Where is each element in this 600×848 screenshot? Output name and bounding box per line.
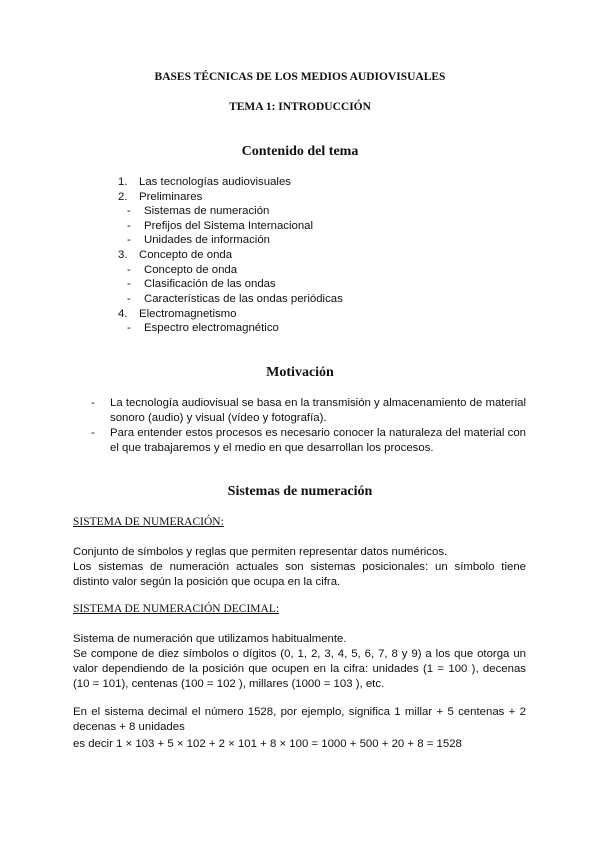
sub-item-dash: -	[127, 205, 131, 217]
sub-item-dash: -	[127, 264, 131, 276]
sub-item: Concepto de onda	[144, 264, 238, 276]
definition-paragraph: Conjunto de símbolos y reglas que permiten representar datos numéricos.	[73, 546, 448, 558]
motivation-heading: Motivación	[266, 365, 334, 380]
motivation-bullet: La tecnología audiovisual se basa en la transmisión y almacenamiento de material sonoro (audio) y visual (vídeo y fotografía).	[110, 397, 526, 424]
bullet-dash: -	[91, 427, 95, 439]
example-formula: es decir 1 × 103 + 5 × 102 + 2 × 101 + 8 × 100 = 1000 + 500 + 20 + 8 = 1528	[73, 738, 462, 750]
decimal-paragraph: Sistema de numeración que utilizamos habitualmente.	[73, 633, 347, 645]
list-item: Electromagnetismo	[139, 308, 237, 320]
course-title: BASES TÉCNICAS DE LOS MEDIOS AUDIOVISUALES	[154, 71, 446, 83]
numeration-heading: Sistemas de numeración	[227, 484, 373, 499]
list-item-number: 4.	[118, 308, 128, 320]
sub-item: Unidades de información	[144, 234, 271, 246]
sub-item-dash: -	[127, 322, 131, 334]
list-item: Preliminares	[139, 191, 203, 203]
definition-label: SISTEMA DE NUMERACIÓN:	[73, 516, 224, 528]
motivation-bullet: Para entender estos procesos es necesario conocer la naturaleza del material con el que trabajaremos y el medio en que desarrollan los procesos.	[110, 427, 526, 454]
sub-item: Prefijos del Sistema Internacional	[144, 220, 314, 232]
sub-item: Sistemas de numeración	[144, 205, 270, 217]
sub-item: Características de las ondas periódicas	[144, 293, 343, 305]
list-item-number: 3.	[118, 249, 128, 261]
decimal-label: SISTEMA DE NUMERACIÓN DECIMAL:	[73, 603, 280, 615]
example-paragraph: En el sistema decimal el número 1528, por ejemplo, significa 1 millar + 5 centenas + 2 decenas + 8 unidades	[73, 706, 526, 733]
unit-title: TEMA 1: INTRODUCCIÓN	[229, 101, 371, 113]
contents-heading: Contenido del tema	[241, 144, 359, 159]
list-item-number: 2.	[118, 191, 128, 203]
sub-item-dash: -	[127, 293, 131, 305]
sub-item-dash: -	[127, 278, 131, 290]
decimal-paragraph: Se compone de diez símbolos o dígitos (0, 1, 2, 3, 4, 5, 6, 7, 8 y 9) a los que otorga un valor dependiendo de la posición que ocupen en la cifra: unidades (1 = 100 ), decenas (10 = 101), centenas (100 = 102 ), millares (1000 = 103 ), etc.	[73, 648, 526, 690]
list-item: Las tecnologías audiovisuales	[139, 176, 291, 188]
list-item: Concepto de onda	[139, 249, 233, 261]
definition-paragraph: Los sistemas de numeración actuales son sistemas posicionales: un símbolo tiene distinto valor según la posición que ocupa en la cifra.	[73, 561, 526, 588]
sub-item-dash: -	[127, 234, 131, 246]
sub-item: Espectro electromagnético	[144, 322, 279, 334]
sub-item: Clasificación de las ondas	[144, 278, 276, 290]
sub-item-dash: -	[127, 220, 131, 232]
list-item-number: 1.	[118, 176, 128, 188]
bullet-dash: -	[91, 397, 95, 409]
